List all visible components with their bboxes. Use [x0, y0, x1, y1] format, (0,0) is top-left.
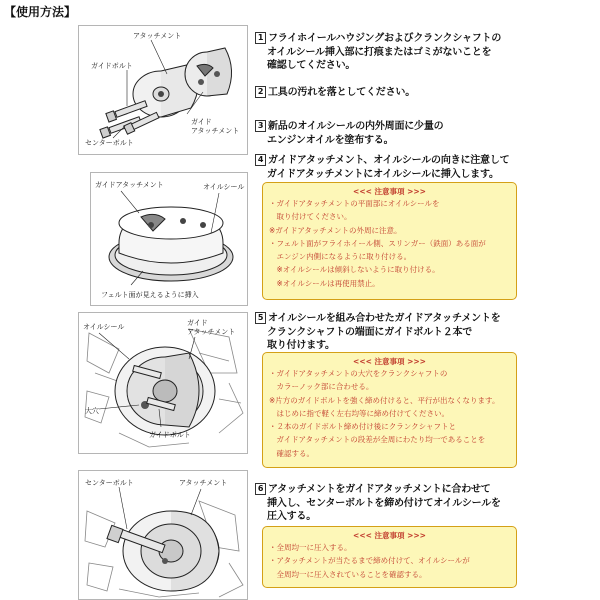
seal-insertion-illustration [91, 173, 247, 305]
step-6-number: 6 [255, 483, 266, 495]
step-3-number: 3 [255, 120, 266, 132]
guide-bolts-illustration [79, 313, 247, 453]
caution-line: ※オイルシールは再使用禁止。 [269, 278, 380, 288]
label-oil-seal: オイルシール [203, 183, 245, 191]
figure-seal-insertion [90, 172, 248, 306]
caution-header: <<< 注意事項 >>> [353, 357, 426, 366]
label-guide-attachment-2: アタッチメント [191, 127, 240, 135]
step-4-line1: ガイドアタッチメント、オイルシールの向きに注意して [268, 155, 510, 166]
step-5-line3: 取り付けます。 [267, 340, 335, 351]
label-guide-bolt: ガイドボルト [91, 62, 133, 70]
label-guide-bolt: ガイドボルト [149, 431, 191, 439]
step-4-line2: ガイドアタッチメントにオイルシールに挿入します。 [267, 168, 499, 180]
label-attachment: アタッチメント [179, 479, 228, 487]
caution-line: ・２本のガイドボルト締め付け後にクランクシャフトと [269, 422, 456, 432]
step-1-line1: フライホイールハウジングおよびクランクシャフトの [268, 33, 502, 44]
caution-line: カラーノック部に合わせる。 [269, 382, 374, 392]
label-guide-2: アタッチメント [187, 328, 236, 336]
caution-line: 確認する。 [269, 448, 314, 458]
caution-line: エンジン内側になるように取り付ける。 [269, 252, 412, 262]
figure-guide-bolts [78, 312, 248, 454]
caution-line: ・ガイドアタッチメントの大穴をクランクシャフトの [269, 369, 448, 378]
caution-line: 取り付けてください。 [269, 212, 352, 222]
step-6 [255, 483, 501, 524]
step-3-line2: エンジンオイルを塗布する。 [267, 134, 394, 146]
caution-line: ※片方のガイドボルトを強く締め付けると、平行が出なくなります。 [269, 395, 500, 405]
step-5-number: 5 [255, 312, 266, 324]
label-felt-face: フェルト面が見えるように挿入 [101, 291, 199, 299]
caution-header: <<< 注意事項 >>> [353, 531, 426, 540]
step-3-line1: 新品のオイルシールの内外周面に少量の [268, 121, 444, 132]
caution-box-1 [262, 182, 517, 300]
caution-line: ガイドアタッチメントの段差が全周にわたり均一であることを [269, 435, 486, 445]
caution-line: ・ガイドアタッチメントの平面部にオイルシールを [269, 199, 440, 208]
step-1-line2: オイルシール挿入部に打痕またはゴミがないことを [267, 46, 492, 58]
step-2 [255, 86, 415, 100]
label-center-bolt: センターボルト [85, 139, 134, 147]
label-guide-attachment: ガイドアタッチメント [95, 181, 164, 189]
step-6-line3: 圧入する。 [267, 511, 316, 522]
step-2-line1: 工具の汚れを落としてください。 [268, 87, 415, 98]
step-1 [255, 32, 501, 73]
caution-line: ・フェルト面がフライホイール側、スリンガー（鉄面）ある面が [269, 238, 486, 248]
caution-line: ※オイルシールは傾斜しないように取り付ける。 [269, 265, 440, 275]
figure-parts [78, 25, 248, 155]
step-4 [255, 154, 509, 181]
label-guide-attachment-1: ガイド [191, 118, 212, 126]
step-4-number: 4 [255, 154, 266, 166]
step-1-number: 1 [255, 32, 266, 44]
press-fit-illustration [79, 471, 247, 599]
caution-line: はじめに指で軽く左右均等に締め付けてください。 [269, 408, 449, 418]
label-guide-1: ガイド [187, 319, 208, 327]
caution-line: ・全周均一に圧入する。 [269, 543, 352, 552]
step-5 [255, 312, 501, 353]
label-big-hole: 大穴 [85, 407, 99, 415]
step-2-number: 2 [255, 86, 266, 98]
label-attachment: アタッチメント [133, 32, 182, 40]
caution-line: ・アタッチメントが当たるまで締め付けて、オイルシールが [269, 556, 470, 566]
caution-line: 全周均一に圧入されていることを確認する。 [269, 569, 427, 579]
figure-press-fit [78, 470, 248, 600]
label-center-bolt: センターボルト [85, 479, 134, 487]
caution-header: <<< 注意事項 >>> [353, 187, 426, 196]
step-3 [255, 120, 443, 147]
step-5-line1: オイルシールを組み合わせたガイドアタッチメントを [268, 313, 501, 324]
label-oil-seal: オイルシール [83, 323, 125, 331]
caution-box-3 [262, 526, 517, 588]
parts-illustration [79, 26, 247, 154]
step-6-line1: アタッチメントをガイドアタッチメントに合わせて [268, 484, 491, 495]
step-6-line2: 挿入し、センターボルトを締め付けてオイルシールを [267, 497, 501, 509]
page-title: 【使用方法】 [4, 5, 77, 19]
caution-box-2 [262, 352, 517, 468]
step-5-line2: クランクシャフトの端面にガイドボルト２本で [267, 326, 473, 338]
caution-line: ※ガイドアタッチメントの外周に注意。 [269, 225, 402, 235]
step-1-line3: 確認してください。 [267, 60, 356, 71]
